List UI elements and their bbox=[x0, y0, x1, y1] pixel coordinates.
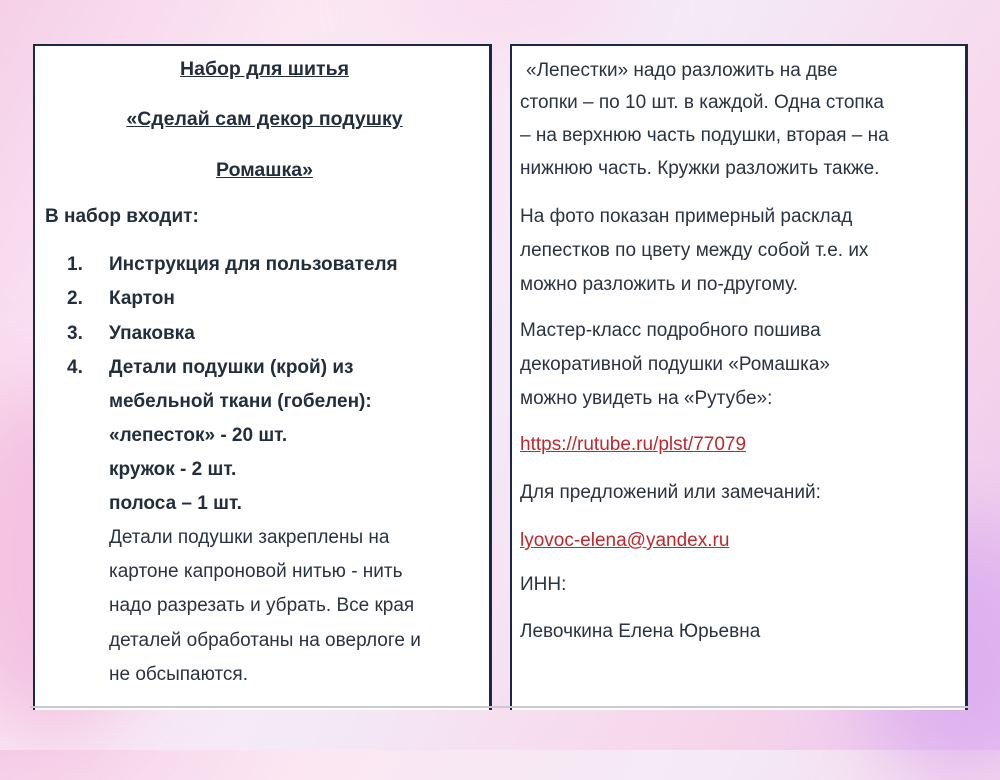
instructions-panel bbox=[510, 44, 968, 710]
note-line: картоне капроновой нитью - нить bbox=[109, 561, 403, 582]
list-item-continued: полоса – 1 шт. bbox=[109, 493, 242, 514]
list-item-number: 4. bbox=[67, 357, 83, 378]
background-glow bbox=[380, 0, 640, 40]
paragraph-line: нижнюю часть. Кружки разложить также. bbox=[520, 158, 880, 179]
paragraph-line: можно увидеть на «Рутубе»: bbox=[520, 388, 773, 409]
paragraph-line: можно разложить и по-другому. bbox=[520, 274, 798, 295]
note-line: не обсыпаются. bbox=[109, 664, 248, 685]
list-item-continued: кружок - 2 шт. bbox=[109, 459, 237, 480]
video-link[interactable]: https://rutube.ru/plst/77079 bbox=[520, 434, 747, 455]
list-item-continued: мебельной ткани (гобелен): bbox=[109, 391, 372, 412]
list-item-continued: «лепесток» - 20 шт. bbox=[109, 425, 288, 446]
title-line-3: Ромашка» bbox=[216, 159, 313, 181]
title-line-1: Набор для шитья bbox=[180, 58, 349, 80]
paragraph-line: – на верхнюю часть подушки, вторая – на bbox=[520, 125, 889, 146]
note-line: деталей обработаны на оверлоге и bbox=[109, 630, 421, 651]
paragraph-line: Мастер-класс подробного пошива bbox=[520, 320, 821, 341]
feedback-label: Для предложений или замечаний: bbox=[520, 482, 821, 503]
inn-label: ИНН: bbox=[520, 574, 567, 595]
kit-heading: В набор входит: bbox=[45, 206, 199, 227]
list-item-number: 1. bbox=[67, 254, 83, 275]
email-link[interactable]: lyovoc-elena@yandex.ru bbox=[520, 530, 730, 551]
list-item-number: 3. bbox=[67, 323, 83, 344]
paragraph-line: лепестков по цвету между собой т.е. их bbox=[520, 240, 869, 261]
paragraph-line: декоративной подушки «Ромашка» bbox=[520, 354, 831, 375]
list-item: Детали подушки (крой) из bbox=[109, 357, 354, 378]
list-item: Упаковка bbox=[109, 323, 195, 344]
paragraph-line: «Лепестки» надо разложить на две bbox=[526, 60, 838, 81]
list-item: Инструкция для пользователя bbox=[109, 254, 398, 275]
divider bbox=[30, 706, 970, 708]
note-line: Детали подушки закреплены на bbox=[109, 527, 390, 548]
list-item: Картон bbox=[109, 288, 175, 309]
list-item-number: 2. bbox=[67, 288, 83, 309]
note-line: надо разрезать и убрать. Все края bbox=[109, 595, 415, 616]
author-name: Левочкина Елена Юрьевна bbox=[520, 621, 761, 642]
paragraph-line: На фото показан примерный расклад bbox=[520, 206, 853, 227]
title-line-2: «Сделай сам декор подушку bbox=[126, 108, 403, 130]
kit-contents-panel bbox=[33, 44, 492, 710]
paragraph-line: стопки – по 10 шт. в каждой. Одна стопка bbox=[520, 92, 884, 113]
